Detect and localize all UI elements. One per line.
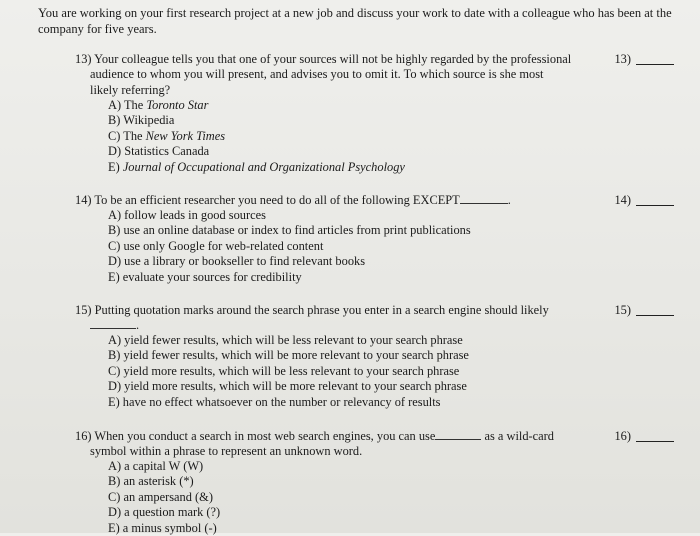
option-15-a[interactable]: A) yield fewer results, which will be less relevant to your search phrase	[108, 333, 463, 347]
question-13-line-2: audience to whom you will present, and advises you to omit it. To which source is she most	[90, 67, 544, 82]
question-14-options	[108, 208, 471, 285]
question-16-line-1: 16) When you conduct a search in most web search engines, you can use	[75, 429, 436, 443]
question-16-options	[108, 459, 220, 536]
option-14-c[interactable]: C) use only Google for web-related content	[108, 238, 324, 253]
answer-number-14: 14)	[614, 193, 631, 207]
question-13-options	[108, 98, 405, 175]
option-16-d[interactable]: D) a question mark (?)	[108, 505, 221, 520]
option-15-b[interactable]: B) yield fewer results, which will be more relevant to your search phrase	[108, 348, 469, 363]
option-13-e[interactable]: E) Journal of Occupational and Organizational Psychology	[108, 159, 405, 174]
intro-paragraph: You are working on your first research project at a new job and discuss your work to date with a colleague who has been at the company for five years.	[38, 6, 672, 36]
option-16-e[interactable]: E) a minus symbol (-)	[108, 520, 217, 535]
question-15-options	[108, 333, 469, 410]
option-14-a[interactable]: A) follow leads in good sources	[108, 208, 266, 222]
answer-blank-16[interactable]	[636, 441, 674, 442]
option-13-b[interactable]: B) Wikipedia	[108, 113, 175, 128]
question-13-text	[75, 52, 605, 98]
question-15-line-1: 15) Putting quotation marks around the search phrase you enter in a search engine should likely	[75, 303, 549, 317]
inline-blank-14	[460, 193, 508, 204]
option-15-c[interactable]: C) yield more results, which will be less relevant to your search phrase	[108, 363, 460, 378]
option-14-e[interactable]: E) evaluate your sources for credibility	[108, 269, 302, 284]
question-15-text	[75, 303, 605, 334]
option-13-c[interactable]: C) The New York Times	[108, 128, 226, 143]
option-14-b[interactable]: B) use an online database or index to find articles from print publications	[108, 223, 471, 238]
option-16-b[interactable]: B) an asterisk (*)	[108, 474, 194, 489]
inline-blank-15	[90, 318, 136, 329]
answer-number-13: 13)	[614, 52, 631, 66]
question-16-text: 16) When you conduct a search in most web search engines, you can use as a wild-card symbol within a phrase to represent an unknown word.	[75, 429, 605, 460]
option-14-d[interactable]: D) use a library or bookseller to find relevant books	[108, 254, 366, 269]
option-16-c[interactable]: C) an ampersand (&)	[108, 489, 213, 504]
option-13-d[interactable]: D) Statistics Canada	[108, 144, 210, 159]
answer-blank-15[interactable]	[636, 315, 674, 316]
question-14-text: 14) To be an efficient researcher you need to do all of the following EXCEPT .	[75, 193, 511, 207]
question-14-line-1: 14) To be an efficient researcher you need to do all of the following EXCEPT	[75, 193, 460, 207]
option-13-a[interactable]: A) The Toronto Star	[108, 98, 209, 112]
answer-blank-14[interactable]	[636, 205, 674, 206]
answer-number-15: 15)	[614, 303, 631, 317]
option-15-e[interactable]: E) have no effect whatsoever on the number or relevancy of results	[108, 394, 441, 409]
answer-blank-13[interactable]	[636, 64, 674, 65]
answer-number-16: 16)	[614, 429, 631, 443]
question-13-line-1: 13) Your colleague tells you that one of your sources will not be highly regarded by the professional	[75, 52, 572, 66]
option-16-a[interactable]: A) a capital W (W)	[108, 459, 204, 473]
question-16-line-2: symbol within a phrase to represent an unknown word.	[90, 444, 363, 459]
option-15-d[interactable]: D) yield more results, which will be more relevant to your search phrase	[108, 379, 467, 394]
question-15-line-2: .	[75, 318, 605, 333]
question-13-line-3: likely referring?	[90, 82, 171, 97]
inline-blank-16	[435, 429, 481, 440]
